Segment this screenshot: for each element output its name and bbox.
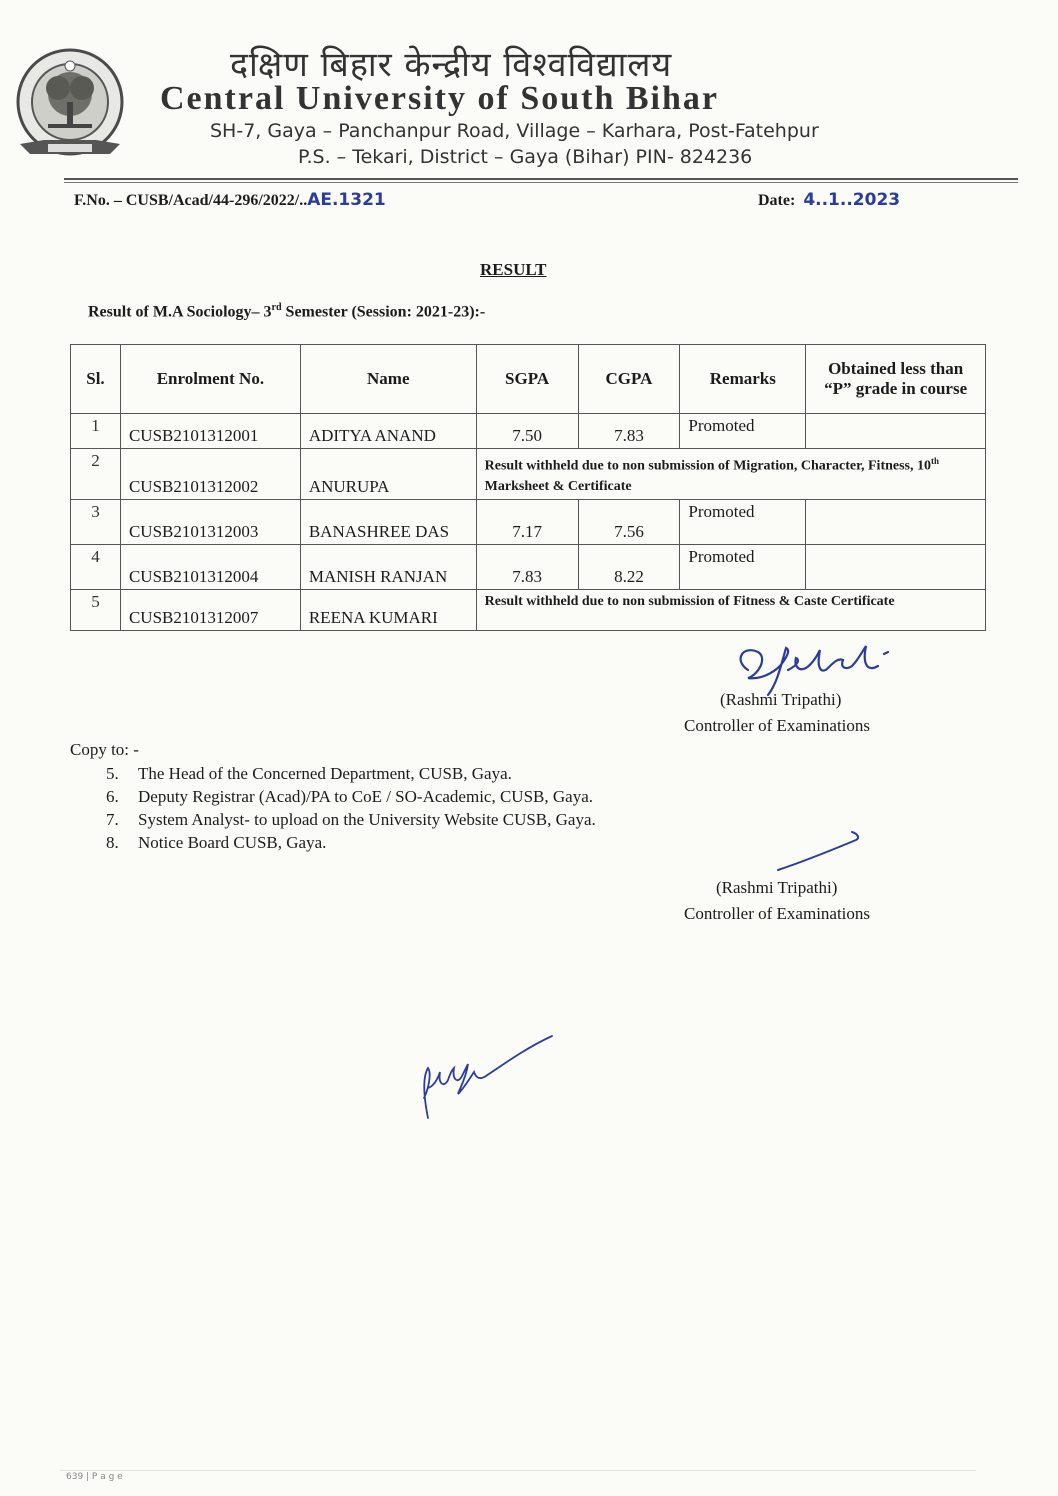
header-sl: Sl. [71, 345, 121, 414]
result-heading: RESULT [480, 260, 547, 279]
university-name-hindi: दक्षिण बिहार केन्द्रीय विश्वविद्यालय [230, 45, 673, 85]
list-item [100, 764, 596, 787]
cell-remarks: Promoted [680, 414, 806, 449]
cell-cgpa: 8.22 [578, 544, 680, 589]
cell-name: REENA KUMARI [300, 589, 476, 630]
header-enrolment: Enrolment No. [120, 345, 300, 414]
result-title-post: Semester (Session: 2021-23):- [281, 303, 486, 321]
university-seal-tree-icon [14, 44, 126, 162]
header-divider-thin [64, 182, 1018, 183]
cell-cgpa: 7.83 [578, 414, 680, 449]
table-row [71, 414, 986, 449]
file-number [74, 190, 386, 210]
header-name: Name [300, 345, 476, 414]
table-row [71, 449, 986, 500]
cell-less-than-p [806, 499, 986, 544]
copy-to-label: Copy to: - [70, 740, 139, 759]
cell-name: ADITYA ANAND [300, 414, 476, 449]
cell-enrolment: CUSB2101312001 [120, 414, 300, 449]
cell-withheld-note: Result withheld due to non submission of Fitness & Caste Certificate [476, 589, 985, 630]
header-divider [64, 178, 1018, 180]
cell-name: BANASHREE DAS [300, 499, 476, 544]
list-item [100, 810, 596, 833]
note-pre: Result withheld due to non submission of Migration, Character, Fitness, 10 [484, 458, 932, 474]
header-less-than-p: Obtained less than “P” grade in course [806, 345, 986, 414]
page-number: 639 | P a g e [66, 1472, 123, 1482]
list-item-number: 8. [106, 833, 119, 852]
address-line-1: SH-7, Gaya – Panchanpur Road, Village – Karhara, Post-Fatehpur [210, 120, 819, 142]
cell-name: ANURUPA [300, 449, 476, 500]
cell-name: MANISH RANJAN [300, 544, 476, 589]
cell-sl: 4 [71, 544, 121, 589]
table-row [71, 544, 986, 589]
signatory-name-2: (Rashmi Tripathi) [716, 878, 838, 897]
table-row [71, 499, 986, 544]
table-header-row [71, 345, 986, 414]
cell-enrolment: CUSB2101312007 [120, 589, 300, 630]
result-title-pre: Result of M.A Sociology– 3 [88, 303, 272, 321]
cell-withheld-note [476, 449, 985, 500]
file-number-label: F.No. – CUSB/Acad/44-296/2022/.. [74, 192, 308, 209]
cell-sgpa: 7.17 [476, 499, 578, 544]
list-item-number: 5. [106, 764, 119, 783]
cell-less-than-p [806, 414, 986, 449]
list-item-text: Notice Board CUSB, Gaya. [138, 833, 327, 852]
cell-sl: 2 [71, 449, 121, 500]
note-sup: th [931, 456, 940, 466]
cell-sgpa: 7.50 [476, 414, 578, 449]
header-sgpa: SGPA [476, 345, 578, 414]
list-item-number: 7. [106, 810, 119, 829]
footer-divider [60, 1470, 976, 1471]
initials-signature-icon [414, 1028, 564, 1128]
cell-cgpa: 7.56 [578, 499, 680, 544]
cell-enrolment: CUSB2101312002 [120, 449, 300, 500]
list-item-text: Deputy Registrar (Acad)/PA to CoE / SO-Academic, CUSB, Gaya. [138, 787, 593, 806]
address-line-2: P.S. – Tekari, District – Gaya (Bihar) PIN- 824236 [298, 146, 753, 168]
cell-sl: 5 [71, 589, 121, 630]
cell-less-than-p [806, 544, 986, 589]
cell-sl: 1 [71, 414, 121, 449]
date-field [758, 190, 900, 210]
note-post: Marksheet & Certificate [484, 478, 632, 494]
list-item-number: 6. [106, 787, 119, 806]
cell-sl: 3 [71, 499, 121, 544]
university-name-english: Central University of South Bihar [160, 80, 719, 117]
signature-stroke-icon [772, 826, 872, 876]
date-handwritten: 4..1..2023 [803, 190, 901, 210]
cell-sgpa: 7.83 [476, 544, 578, 589]
cell-remarks: Promoted [680, 544, 806, 589]
cell-enrolment: CUSB2101312004 [120, 544, 300, 589]
list-item-text: System Analyst- to upload on the University Website CUSB, Gaya. [138, 810, 596, 829]
result-title-sup: rd [271, 302, 282, 313]
header-remarks: Remarks [680, 345, 806, 414]
cell-enrolment: CUSB2101312003 [120, 499, 300, 544]
file-number-handwritten: AE.1321 [307, 190, 386, 210]
list-item-text: The Head of the Concerned Department, CUSB, Gaya. [138, 764, 512, 783]
copy-to-list [100, 764, 596, 856]
list-item [100, 833, 596, 856]
header-cgpa: CGPA [578, 345, 680, 414]
table-row [71, 589, 986, 630]
signatory-title-1: Controller of Examinations [684, 716, 871, 735]
signatory-name-1: (Rashmi Tripathi) [720, 690, 842, 709]
result-title [88, 302, 485, 321]
signatory-title-2: Controller of Examinations [684, 904, 871, 923]
result-table [70, 344, 986, 631]
list-item [100, 787, 596, 810]
cell-remarks: Promoted [680, 499, 806, 544]
date-label: Date: [758, 192, 796, 209]
